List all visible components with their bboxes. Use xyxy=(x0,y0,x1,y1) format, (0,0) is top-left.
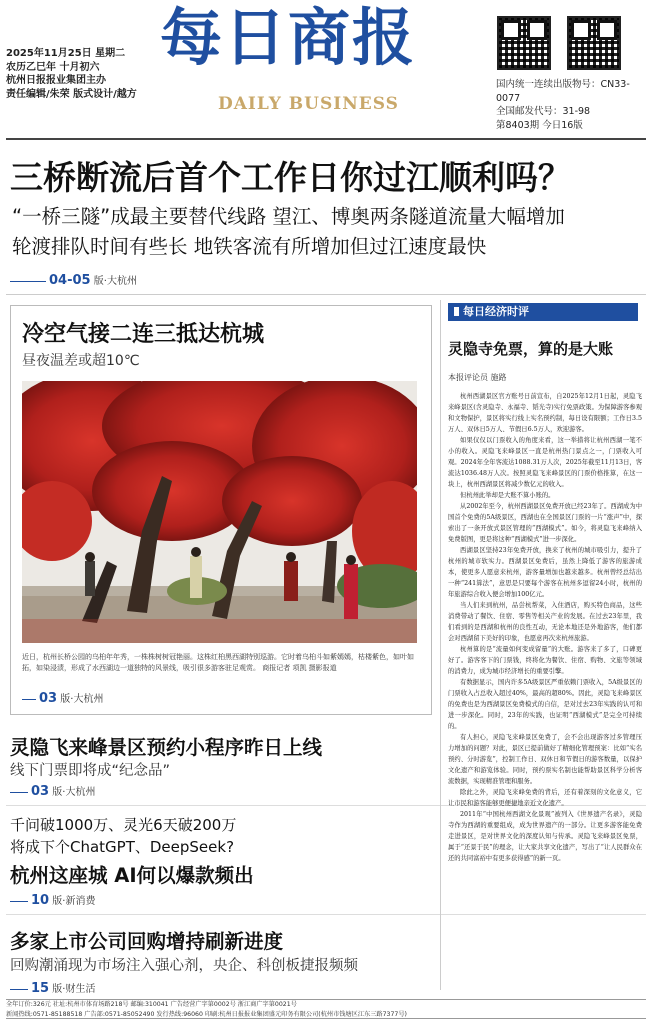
feature-caption: 近日，杭州长桥公园的乌桕年年秀，一株株树树冠艳丽。这株红桕黑西湖特别巡游。它时着乌桕斗如紫嫣嫣，枯楼紫色，如叶如拓，如染浸渍，形成了水西湖边一道独特的风景线，吸引很多游客驻足观赏。 商报记者 项凯 摄影报道 xyxy=(22,653,414,672)
story-subhead: 线下门票即将成“纪念品” xyxy=(10,763,171,779)
qr-code-icon[interactable] xyxy=(567,16,621,70)
page-ref-line xyxy=(10,792,28,793)
page-ref-line xyxy=(10,281,46,282)
lead-page-ref[interactable] xyxy=(10,272,137,288)
editorial-paragraph: 2011年“中国杭州西湖文化景观”被列入《世界遗产名录》，灵隐寺作为西湖的重要组成，成为世界遗产的一部分。让更多游客能免费走进景区，是对世界文化的深度认知与传承。灵隐飞来峰景区免票，属于“还景于民”的理念，让大家共享文化遗产，写出了“让人民群众在还的共同富裕中有更多获得感”的新一页。 xyxy=(448,811,642,862)
page-ref-number: 03 xyxy=(39,691,58,706)
page-ref-line xyxy=(10,901,28,902)
page-ref-number: 03 xyxy=(31,784,50,799)
editorial-paragraph: 杭州算的是“流量如何变成留量”的大账。游客来了多了，口碑更好了。游客客下的门票钱，终将化为餐饮、住宿、购物、文旅等领域的消费力，成为城市经济增长的重要引擎。 xyxy=(448,646,642,675)
masthead-meta xyxy=(6,47,137,101)
page-ref-label: 版·财生活 xyxy=(52,984,96,995)
editorial-body xyxy=(448,391,642,991)
feature-title[interactable]: 冷空气接二连三抵达杭城 xyxy=(22,322,265,347)
feature-subtitle: 昼夜温差或超10℃ xyxy=(22,353,140,369)
page-ref-label: 版·大杭州 xyxy=(93,276,137,287)
editorial-paragraph: 但杭州此举却是大账不算小账的。 xyxy=(460,492,555,499)
editors: 责任编辑/朱荣 版式设计/越方 xyxy=(6,88,137,100)
page-ref-number: 04-05 xyxy=(49,273,91,288)
story-page-ref[interactable] xyxy=(10,783,95,799)
lead-subhead-1: “一桥三隧”成最主要替代线路 望江、博奥两条隧道流量大幅增加 xyxy=(12,205,565,228)
editorial-paragraph: 西湖景区坚持23年免费开放，换来了杭州的城市吸引力，提升了杭州的城市软实力。西湖景区免费后，虽然上降低了游客的旅游成本，使更多人愿意来杭州，游客量增加也越来越多。杭州曾经总结出一种“241算法”，意思是只要每个游客在杭州多逗留24小时，杭州的年旅游综合收入便会增加100亿元。 xyxy=(448,547,642,598)
masthead-title: 每日商报 xyxy=(160,1,417,74)
feature-photo xyxy=(22,381,417,643)
qr-code-icon[interactable] xyxy=(497,16,551,70)
column-divider xyxy=(440,300,441,990)
story-subhead: 回购潮涌现为市场注入强心剂，央企、科创板捷报频频 xyxy=(10,958,358,974)
feature-page-ref[interactable] xyxy=(22,690,103,706)
section-divider xyxy=(6,294,646,295)
issue-date: 2025年11月25日 星期二 xyxy=(6,48,126,59)
page-footer xyxy=(6,999,646,1019)
story-headline[interactable]: 灵隐飞来峰景区预约小程序昨日上线 xyxy=(10,736,323,759)
lead-headline[interactable]: 三桥断流后首个工作日你过江顺利吗？ xyxy=(10,158,571,197)
page-ref-number: 10 xyxy=(31,893,50,908)
footer-line-2: 新闻热线:0571-85188518 广告部:0571-85052490 发行热线:96060 印刷:杭州日报报业集团盛元印务有限公司(杭州市钱塘区江东三路7377号) xyxy=(6,1010,407,1018)
editorial-byline: 本报评论员 施路 xyxy=(448,373,507,382)
lead-subhead-2: 轮渡排队时间有些长 地铁客流有所增加但过江速度最快 xyxy=(12,235,487,258)
maple-tree-photo xyxy=(22,381,417,643)
editorial-paragraph: 有人担心，灵隐飞来峰景区免费了，会不会出现游客过多管理压力增加的问题？对此，景区已提前做好了精细化管理预案：比如“实名预约、分时游览”，控制工作日、双休日和节假日的游客数量，以保护文化遗产和游览体验。同时，预约票实名制也能帮助景区科学分析客流数据，实现精准管理和服务。 xyxy=(448,734,642,785)
page-ref-line xyxy=(10,989,28,990)
lunar-date: 农历乙巳年 十月初六 xyxy=(6,61,100,73)
story-headline[interactable]: 杭州这座城 AI何以爆款频出 xyxy=(10,864,254,887)
publication-info xyxy=(496,78,652,132)
editorial-title[interactable]: 灵隐寺免票，算的是大账 xyxy=(448,340,614,358)
page-ref-line xyxy=(22,699,36,700)
issue-number: 第8403期 今日16版 xyxy=(496,119,583,131)
masthead-divider xyxy=(6,138,646,140)
footer-line-1: 全年订价:326元 社址:杭州市体育场路218号 邮编:310041 广告经营广字第0002号 浙江商广字第0021号 xyxy=(6,1001,297,1008)
story-page-ref[interactable] xyxy=(10,980,95,996)
story-kicker: 千问破1000万、灵光6天破200万 xyxy=(10,816,237,834)
page-ref-label: 版·新消费 xyxy=(52,896,96,907)
masthead-subtitle: DAILY BUSINESS xyxy=(218,94,399,114)
page-ref-label: 版·大杭州 xyxy=(52,787,96,798)
editorial-paragraph: 从2002年至今，杭州西湖景区免费开放已经23年了。西湖成为中国首个免费的5A级景区，西湖也在全国景区门票的一片“涨声”中，探索出了一条开放式景区管理的“西湖模式”。如今，将灵隐飞来峰纳入免费版图，更是将这种“西湖模式”进一步深化。 xyxy=(448,503,642,543)
story-headline[interactable]: 多家上市公司回购增持刷新进度 xyxy=(10,930,284,953)
editorial-paragraph: 当人们来到杭州，品尝杭帮菜，入住酒店，购买特色商品，这些消费带动了餐饮、住宿、零售等相关产业的发展。在过去23年里，我们看到的是西湖和杭州的良性互动，无论本地还是外地游客，他们都会对西湖留下美好的印象，也愿意再次来杭州旅游。 xyxy=(448,602,642,642)
editorial-paragraph: 杭州西湖景区官方账号日前宣布，自2025年12月1日起，灵隐飞来峰景区(含灵隐寺、永福寺、韬光寺)实行免票政策。为保障游客参观和文物保护，景区将实行线上实名预约制，每日设有限额；工作日3.5万人、双休日5万人、节假日6.5万人，欢迎游客。 xyxy=(448,393,642,433)
editorial-paragraph: 除此之外，灵隐飞来峰免费的背后，还有着深刻的文化意义，它让市民和游客能够更便捷地亲近文化遗产。 xyxy=(448,789,642,807)
post-code: 全国邮发代号：31-98 xyxy=(496,106,591,117)
page-ref-number: 15 xyxy=(31,981,50,996)
editorial-tag: 每日经济时评 xyxy=(448,303,638,321)
story-page-ref[interactable] xyxy=(10,892,95,908)
cn-number: 国内统一连续出版物号：CN33-0077 xyxy=(496,79,630,104)
sponsor: 杭州日报报业集团主办 xyxy=(6,75,106,86)
page-ref-label: 版·大杭州 xyxy=(60,694,104,705)
editorial-paragraph: 有数据显示，国内许多5A级景区严重依赖门票收入，5A级景区的门票收入占总收入超过40%，最高的超80%。因此，灵隐飞来峰景区的免费也是为西湖景区免费模式的自信，是对过去23年实践的认可和进一步深化。同时，23年的实践，也证明“西湖模式”是完全可持续的。 xyxy=(448,679,642,730)
editorial-paragraph: 如果仅仅以门票收入的角度来看，这一举措将让杭州西湖一笔不小的收入。灵隐飞来峰景区一直是杭州热门景点之一，门票收入可观。2024年全年客流达1088.31万人次，2025年截至11月13日，客流达1036.48万人次。按照灵隐飞来峰景区的门票价格推算，在这一块上，杭州西湖景区将减少数亿元的收入。 xyxy=(448,437,642,488)
story-kicker: 将成下个ChatGPT、DeepSeek? xyxy=(10,838,235,856)
